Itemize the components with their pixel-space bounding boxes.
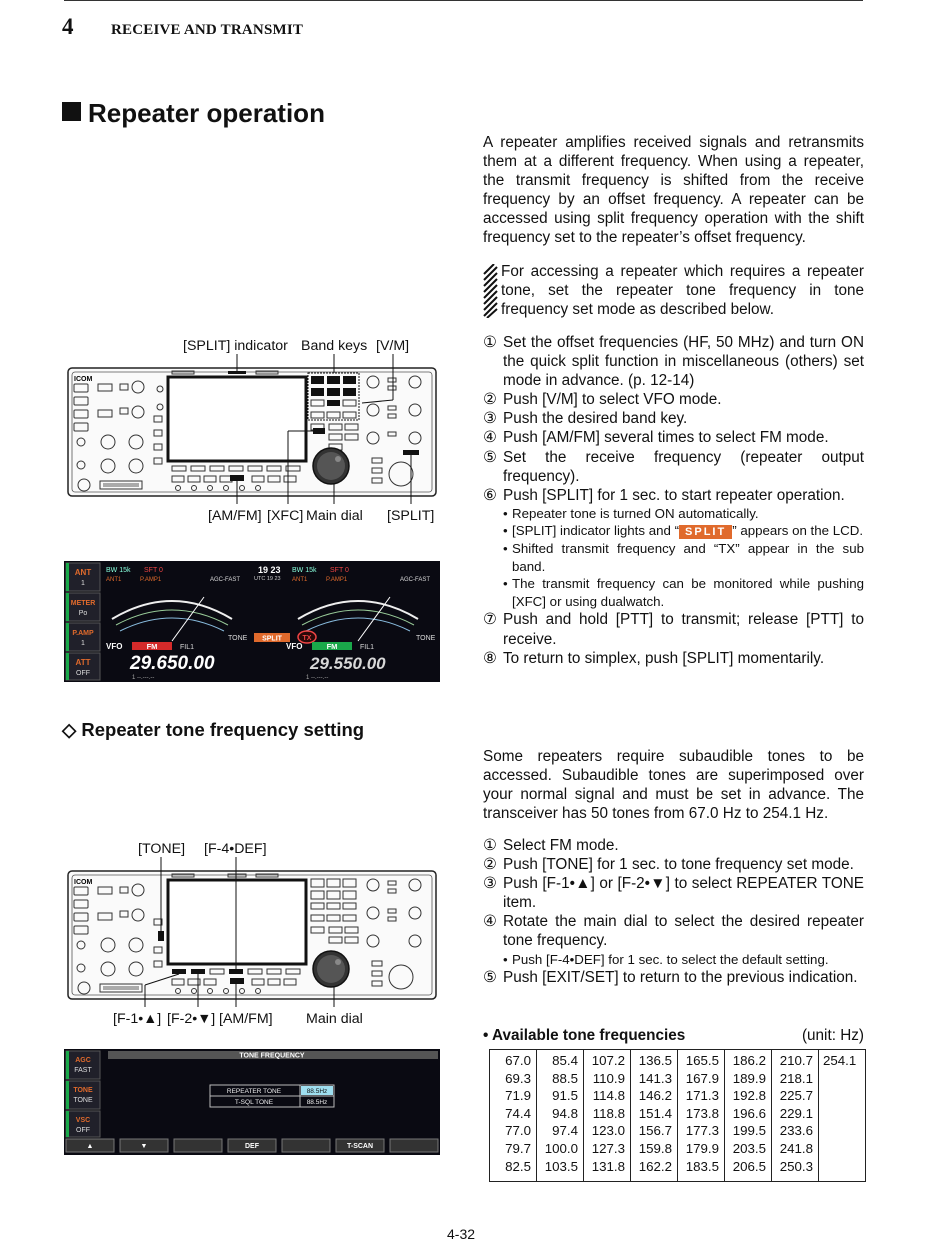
tone-value: 250.3: [779, 1158, 813, 1174]
bw-sub: BW 15k: [292, 567, 317, 574]
note-text: For accessing a repeater which requires a repeater tone, set the repeater tone frequency in tone frequency set mode as described below.: [501, 263, 864, 319]
chapter-title: RECEIVE AND TRANSMIT: [111, 22, 304, 38]
tone-value: 67.0: [505, 1053, 531, 1068]
step-text: Select FM mode.: [503, 837, 619, 854]
tone-value: 189.9: [732, 1070, 766, 1086]
tone-value: 233.6: [779, 1123, 813, 1139]
side-key-top: P.AMP: [72, 630, 94, 637]
frequency-main: 29.650.00: [130, 653, 215, 674]
tone-value: 127.3: [591, 1140, 625, 1156]
step-item: [483, 390, 864, 409]
side-key-top: TONE: [73, 1087, 93, 1094]
tone-row-value: 88.5Hz: [306, 1088, 328, 1095]
tone-value: 94.8: [552, 1105, 578, 1121]
ant-main: ANT1: [106, 577, 122, 583]
step-number: ④: [483, 429, 497, 447]
tone-value: 192.8: [732, 1088, 766, 1104]
tones-unit: (unit: Hz): [801, 1027, 864, 1044]
tone-value: 136.5: [638, 1053, 672, 1068]
step-item: [483, 836, 864, 855]
step-text: Push [SPLIT] for 1 sec. to start repeater operation.: [503, 486, 845, 504]
step4-bullets: [503, 951, 864, 969]
tone-value: 218.1: [779, 1070, 813, 1086]
side-key-top: METER: [70, 600, 96, 607]
step-item: [483, 409, 864, 428]
tone-value: 156.7: [638, 1123, 672, 1139]
table-column: [537, 1050, 584, 1182]
step-item: [483, 486, 864, 611]
tone-value: 167.9: [685, 1070, 719, 1086]
label-xfc: [XFC]: [267, 508, 304, 524]
bullet-item: [503, 522, 864, 540]
step-number: ①: [483, 837, 497, 854]
tone-value: 199.5: [732, 1123, 766, 1139]
utc-clock: UTC 19 23: [254, 576, 281, 582]
func-key-up: ▲: [86, 1143, 94, 1150]
bullet-text: [SPLIT] indicator lights and “: [512, 523, 680, 539]
tone-value: 103.5: [544, 1158, 578, 1174]
diamond-icon: ◇: [62, 719, 82, 740]
tone-value: 97.4: [552, 1123, 578, 1139]
side-key-top: ATT: [75, 658, 91, 667]
table-column: [772, 1050, 819, 1182]
step-text: Set the receive frequency (repeater output frequency).: [503, 448, 864, 485]
step-text: Push [V/M] to select VFO mode.: [503, 391, 722, 409]
tone-value: 107.2: [591, 1053, 625, 1068]
ant-sub: ANT1: [292, 577, 308, 583]
table-column: [678, 1050, 725, 1182]
mode-main: FM: [146, 642, 158, 651]
tone-value: 229.1: [779, 1105, 813, 1121]
tone-value: 100.0: [544, 1140, 578, 1156]
bullet-item: • Push [F-4•DEF] for 1 sec. to select the default setting.: [503, 951, 864, 969]
bullet-text: ” appears on the LCD.: [732, 523, 864, 539]
note-hatch-icon: [483, 264, 498, 318]
agc-main: AGC-FAST: [210, 577, 241, 583]
step-text: Push [AM/FM] several times to select FM mode.: [503, 429, 829, 447]
side-key-bottom: 1: [81, 640, 85, 647]
bullet-item: • Shifted transmit frequency and “TX” appear in the sub band.: [503, 540, 864, 575]
tone-row-label: REPEATER TONE: [226, 1088, 282, 1095]
subsection-title: [62, 719, 364, 741]
func-key-tscan: T-SCAN: [346, 1143, 374, 1150]
table-row: [490, 1050, 866, 1182]
step-number: ③: [483, 410, 497, 428]
step-item: [483, 855, 864, 874]
step-text: To return to simplex, push [SPLIT] momentarily.: [503, 649, 825, 667]
bw-main: BW 15k: [106, 567, 131, 574]
sft-sub: SFT 0: [330, 567, 349, 574]
tone-value: 123.0: [591, 1123, 625, 1139]
label-main-dial: Main dial: [306, 508, 363, 524]
side-key-bottom: Po: [78, 610, 88, 617]
tone-value: 85.4: [552, 1053, 578, 1068]
step-item: [483, 610, 864, 648]
side-key-bottom: TONE: [73, 1097, 93, 1104]
label-amfm-2: [AM/FM]: [219, 1011, 273, 1027]
transceiver-front-panel-2: [66, 857, 440, 1009]
vfo-sub: VFO: [286, 642, 303, 651]
tone-frequency-table: [489, 1049, 866, 1182]
label-main-dial-2: Main dial: [306, 1011, 363, 1027]
split-badge: SPLIT: [262, 635, 282, 643]
label-f4def: [F-4•DEF]: [204, 841, 267, 857]
step-number: ⑤: [483, 448, 497, 466]
side-key-top: ANT: [74, 568, 92, 577]
lcd-screen-repeater: [64, 561, 440, 682]
step-item: [483, 874, 864, 912]
side-key-bottom: OFF: [76, 1127, 90, 1134]
subsection-intro: Some repeaters require subaudible tones to be accessed. Subaudible tones are superimposed over your normal signal and must be set in advance. The transceiver has 50 tones from 67.0 Hz to 254.1 Hz.: [483, 748, 864, 823]
table-column: [584, 1050, 631, 1182]
svg-text:ICOM: ICOM: [74, 376, 93, 383]
tone-main: TONE: [228, 635, 248, 642]
lcd-screen-tone-frequency: [64, 1049, 440, 1155]
tones-heading-text: • Available tone frequencies: [483, 1027, 686, 1044]
header-rule: [64, 0, 863, 1]
side-key-top: AGC: [75, 1057, 91, 1064]
tone-value: 131.8: [591, 1158, 625, 1174]
tone-value: 179.9: [685, 1140, 719, 1156]
tone-value: 254.1: [823, 1053, 857, 1068]
bullet-item: • Repeater tone is turned ON automatically.: [503, 505, 864, 523]
vfo-main: VFO: [106, 642, 123, 651]
tone-value: 210.7: [779, 1053, 813, 1068]
tone-value: 162.2: [638, 1158, 672, 1174]
label-vm: [V/M]: [376, 338, 410, 354]
tone-value: 171.3: [685, 1088, 719, 1104]
step6-bullets: [503, 505, 864, 611]
svg-text:ICOM: ICOM: [74, 879, 93, 886]
side-key-bottom: FAST: [74, 1067, 92, 1074]
label-split: [SPLIT]: [387, 508, 435, 524]
frequency-sub: 29.550.00: [310, 654, 386, 673]
table-column: [819, 1050, 866, 1182]
page-number: 4-32: [447, 1226, 476, 1242]
tone-value: 173.8: [685, 1105, 719, 1121]
tone-value: 110.9: [592, 1070, 625, 1086]
section-title-text: Repeater operation: [88, 98, 325, 128]
tone-value: 177.3: [685, 1123, 719, 1139]
pamp-main: P.AMP1: [140, 577, 162, 583]
table-column: [490, 1050, 537, 1182]
step-text: Rotate the main dial to select the desired repeater tone frequency.: [503, 913, 864, 950]
fil-sub: FIL1: [360, 644, 375, 651]
step-text: Push [EXIT/SET] to return to the previous indication.: [503, 969, 858, 987]
tone-value: 69.3: [505, 1070, 531, 1086]
label-split-indicator: [SPLIT] indicator: [183, 338, 288, 354]
label-f2: [F-2•▼]: [167, 1011, 216, 1027]
mode-sub: FM: [326, 642, 338, 651]
sft-main: SFT 0: [144, 567, 163, 574]
section-title: [62, 98, 325, 129]
tone-value: 141.3: [638, 1070, 672, 1086]
tone-value: 82.5: [505, 1158, 531, 1174]
label-tone: [TONE]: [138, 841, 186, 857]
step-number: ④: [483, 913, 497, 931]
step-number: ⑦: [483, 611, 497, 629]
tone-value: 91.5: [552, 1088, 578, 1104]
step-item: [483, 333, 864, 390]
step-text: Push and hold [PTT] to transmit; release [PTT] to receive.: [503, 611, 864, 648]
tone-value: 203.5: [732, 1140, 766, 1156]
memory-sub: 1 --.---.--: [306, 675, 329, 681]
step-text: Push [TONE] for 1 sec. to tone frequency set mode.: [503, 856, 854, 874]
label-f1: [F-1•▲]: [113, 1011, 162, 1027]
side-key-top: VSC: [75, 1117, 91, 1124]
tone-value: 206.5: [732, 1158, 766, 1174]
tone-value: 225.7: [779, 1088, 813, 1104]
label-amfm: [AM/FM]: [208, 508, 262, 524]
table-column: [725, 1050, 772, 1182]
section-intro: A repeater amplifies received signals and retransmits them at a different frequency. When using a repeater, the transmit frequency is shifted from the receive frequency by an offset frequency. A repeater can be accessed using split frequency operation with the shift frequency set to the repeater’s offset frequency.: [483, 134, 864, 247]
tone-steps: [483, 836, 864, 987]
step-item: [483, 428, 864, 447]
chapter-number: 4: [62, 14, 74, 39]
tone-value: 114.8: [592, 1088, 625, 1104]
clock: 19 23: [258, 565, 281, 575]
step-text: Set the offset frequencies (HF, 50 MHz) and turn ON the quick split function in miscellaneous (others) set mode in advance. (p. 12-14): [503, 334, 864, 390]
step-number: ③: [483, 875, 497, 893]
func-key-def: DEF: [245, 1143, 259, 1150]
step-number: ②: [483, 391, 497, 409]
step-text: Push the desired band key.: [503, 410, 688, 428]
tone-value: 118.8: [592, 1105, 625, 1121]
step-number: ②: [483, 856, 497, 874]
square-bullet-icon: [62, 102, 81, 121]
tone-value: 77.0: [505, 1123, 531, 1139]
repeater-steps: [483, 333, 864, 668]
tone-value: 159.8: [638, 1140, 672, 1156]
step-item: [483, 912, 864, 968]
step-number: ①: [483, 334, 497, 351]
agc-sub: AGC-FAST: [400, 577, 431, 583]
tone-value: 241.8: [779, 1140, 813, 1156]
tone-value: 74.4: [505, 1105, 531, 1121]
tone-value: 165.5: [685, 1053, 719, 1068]
table-column: [631, 1050, 678, 1182]
tone-value: 183.5: [685, 1158, 719, 1174]
tone-value: 151.4: [638, 1105, 672, 1121]
tone-value: 88.5: [552, 1070, 578, 1086]
side-key-bottom: 1: [81, 580, 85, 587]
step-text: Push [F-1•▲] or [F-2•▼] to select REPEATER TONE item.: [503, 875, 864, 912]
fil-main: FIL1: [180, 644, 195, 651]
tone-row-value: 88.5Hz: [306, 1099, 328, 1106]
step-number: ⑥: [483, 486, 497, 504]
tone-value: 186.2: [732, 1053, 766, 1068]
tones-heading: [483, 1027, 864, 1045]
tone-value: 196.6: [732, 1105, 766, 1121]
note-block: [483, 262, 864, 319]
tone-value: 71.9: [505, 1088, 531, 1104]
subsection-title-text: Repeater tone frequency setting: [81, 719, 365, 740]
tone-value: 79.7: [505, 1140, 531, 1156]
transceiver-front-panel: [66, 354, 440, 506]
step-number: ⑧: [483, 649, 497, 667]
tone-sub: TONE: [416, 635, 436, 642]
side-key-bottom: OFF: [76, 670, 90, 677]
bullet-item: • The transmit frequency can be monitored while pushing [XFC] or using dualwatch.: [503, 575, 864, 610]
pamp-sub: P.AMP1: [326, 577, 348, 583]
label-band-keys: Band keys: [301, 338, 368, 354]
memory-main: 1 --.---.--: [132, 675, 155, 681]
step-item: [483, 448, 864, 486]
lcd-title: TONE FREQUENCY: [239, 1052, 305, 1060]
step-item: [483, 968, 864, 987]
split-lcd-chip: SPLIT: [679, 525, 732, 539]
step-number: ⑤: [483, 969, 497, 987]
tx-badge: TX: [302, 635, 312, 642]
step-item: [483, 649, 864, 668]
tone-value: 146.2: [638, 1088, 672, 1104]
tone-row-label: T-SQL TONE: [234, 1099, 274, 1106]
func-key-down: ▼: [140, 1143, 148, 1150]
